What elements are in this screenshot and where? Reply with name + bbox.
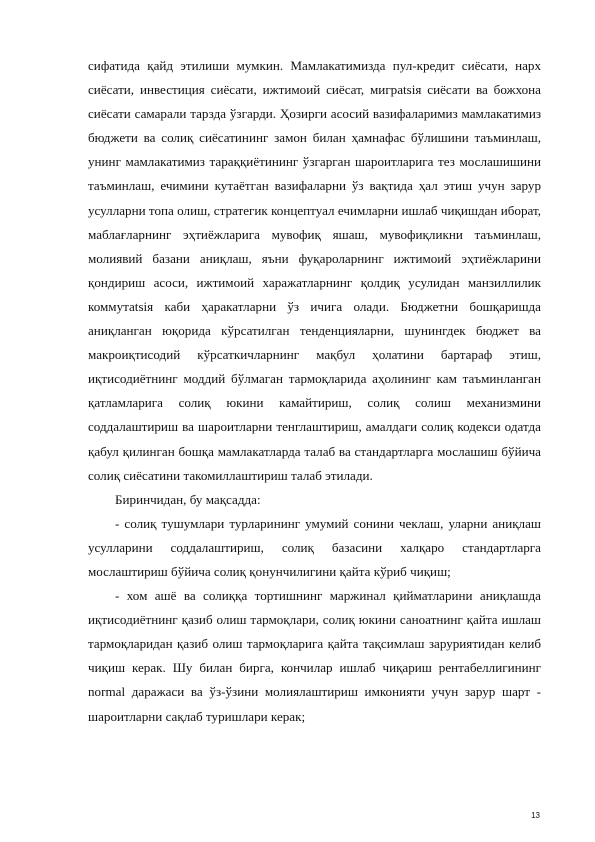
page-body — [88, 54, 541, 729]
list-item-tax-revenue: - солиқ тушумлари турларининг умумий сонини чеклаш, уларни аниқлаш усулларини соддалаштириш, солиқ базасини халқаро стандартларга мослаштириш бўйича солиқ қонунчилигини қайта кўриб чиқиш; — [88, 515, 541, 579]
paragraph-continuation: сифатида қайд этилиши мумкин. Мамлакатимизда пул-кредит сиёсати, нарх сиёсати, инвестиция сиёсати, ижтимоий сиёсат, миграtsiя сиёсати ва божхона сиёсати самарали тарзда ўзгарди. Ҳозирги асосий вазифаларимиз мамлакатимиз бюджети ва солиқ сиёсатининг замон билан ҳамнафас бўлишини таъминлаш, унинг мамлакатимиз тараққиётининг ўзгарган шароитларига тез мослашишини таъминлаш, ечимини кутаётган вазифаларни ўз вақтида ҳал этиш учун зарур усулларни топа олиш, стратегик концептуал ечимларни ишлаб чиқишдан иборат, маблағларнинг эҳтиёжларига мувофиқ яшаш, мувофиқликни таъминлаш, молиявий базани аниқлаш, яъни фуқароларнинг ижтимоий эҳтиёжларини қондириш асоси, ижтимоий харажатларнинг қолдиқ усулидан манзиллилик коммутаtsiя каби ҳаракатларни ўз ичига олади. Бюджетни бошқаришда аниқланган юқорида кўрсатилган тенденцияларни, шунингдек бюджет ва макроиқтисодий кўрсаткичларнинг мақбул ҳолатини бартараф этиш, иқтисодиётнинг моддий бўлмаган тармоқларида аҳолининг кам таъминланган қатламларига солиқ юкини камайтириш, солиқ солиш механизмини соддалаштириш ва шароитларни тенглаштириш, амалдаги солиқ кодекси одатда қабул қилинган бошқа мамлакатларда талаб ва стандартларга мослашиш бўйича солиқ сиёсатини такомиллаштириш талаб этилади. — [88, 58, 541, 483]
paragraph-firstly: Биринчидан, бу мақсадда: — [115, 491, 261, 507]
page-number: 13 — [531, 811, 540, 820]
list-item-raw-materials: - хом ашё ва солиққа тортишнинг маржинал қийматларини аниқлашда иқтисодиётнинг қазиб олиш тармоқлари, солиқ юкини саноатнинг қайта ишлаш тармоқларидан қазиб олиш тармоқларига қайта тақсимлаш заруриятидан келиб чиқиш керак. Шу билан бирга, кончилар ишлаб чиқариш рентабеллигининг normal даражаси ва ўз-ўзини молиялаштириш имконияти учун зарур шарт - шароитларни сақлаб туришлари керак; — [88, 588, 541, 724]
